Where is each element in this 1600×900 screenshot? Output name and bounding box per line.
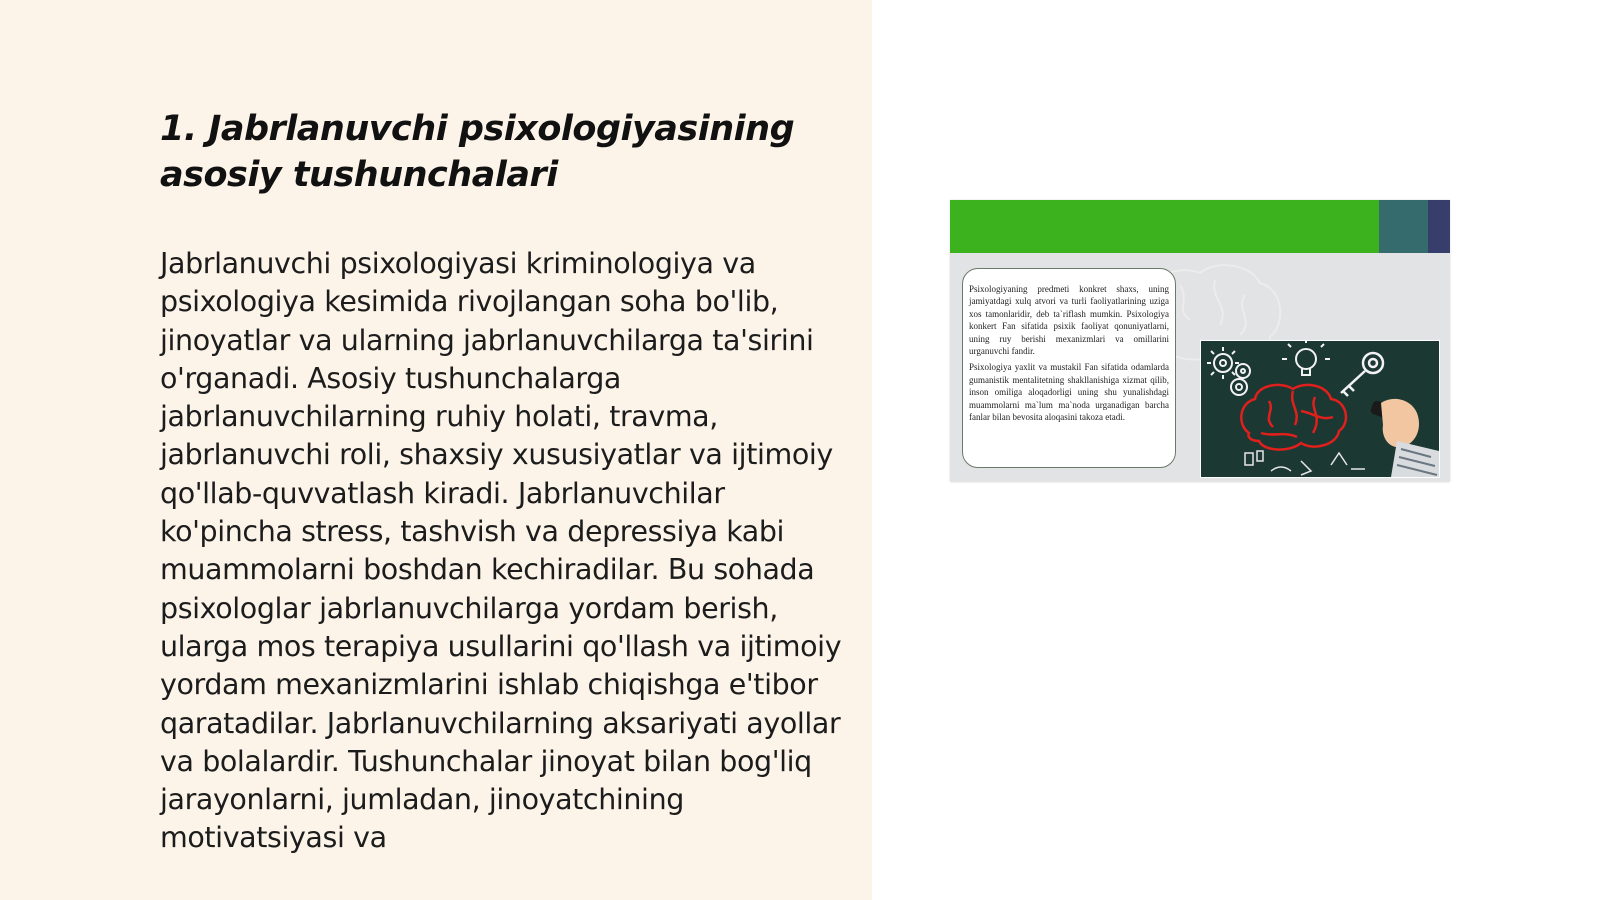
slide-title: 1. Jabrlanuvchi psixologiyasining asosiy tushunchalari (160, 109, 795, 195)
illustration-figure (950, 200, 1450, 482)
figure-photo (1200, 340, 1440, 478)
figure-text-box (962, 268, 1176, 468)
figure-header-bar-green (950, 200, 1379, 253)
figure-header-bar-teal (1379, 200, 1428, 253)
figure-header-bar-navy (1428, 200, 1450, 253)
slide-body-text: Jabrlanuvchi psixologiyasi kriminologiya va psixologiya kesimida rivojlangan soha bo'lib, jinoyatlar va ularning jabrlanuvchilarga ta'sirini o'rganadi. Asosiy tushunchalarga jabrlanuvchilarning ruhiy holati, travma, jabrlanuvchi roli, shaxsiy xususiyatlar va ijtimoiy qo'llab-quvvatlash kiradi. Jabrlanuvchilar ko'pincha stress, tashvish va depressiya kabi muammolarni boshdan kechiradilar. Bu sohada psixologlar jabrlanuvchilarga yordam berish, ularga mos terapiya usullarini qo'llash va ijtimoiy yordam mexanizmlarini ishlab chiqishga e'tibor qaratadilar. Jabrlanuvchilarning aksariyati ayollar va bolalardir. Tushunchalar jinoyat bilan bog'liq jarayonlarni, jumladan, jinoyatchining motivatsiyasi va (160, 247, 842, 855)
figure-paragraph-1: Psixologiyaning predmeti konkret shaxs, uning jamiyatdagi xulq atvori va turli faoliyatlarining uziga xos tamonlaridir, deb ta`riflash mumkin. Psixologiya konkert Fan sifatida psixik faoliyat qonuniyatlarni, uning ruy berishi mexanizmlari va omillarini urganuvchi fandir. (969, 284, 1169, 357)
figure-paragraph-2: Psixologiya yaxlit va mustakil Fan sifatida odamlarda gumanistik mentalitetning shakllanishiga xizmat qilib, inson omiliga aloqadorligi uning shu yunalishdagi muammolarni ma`lum ma`noda urganadigan barcha fanlar bilan bevosita aloqasini takoza etadi. (969, 362, 1169, 423)
